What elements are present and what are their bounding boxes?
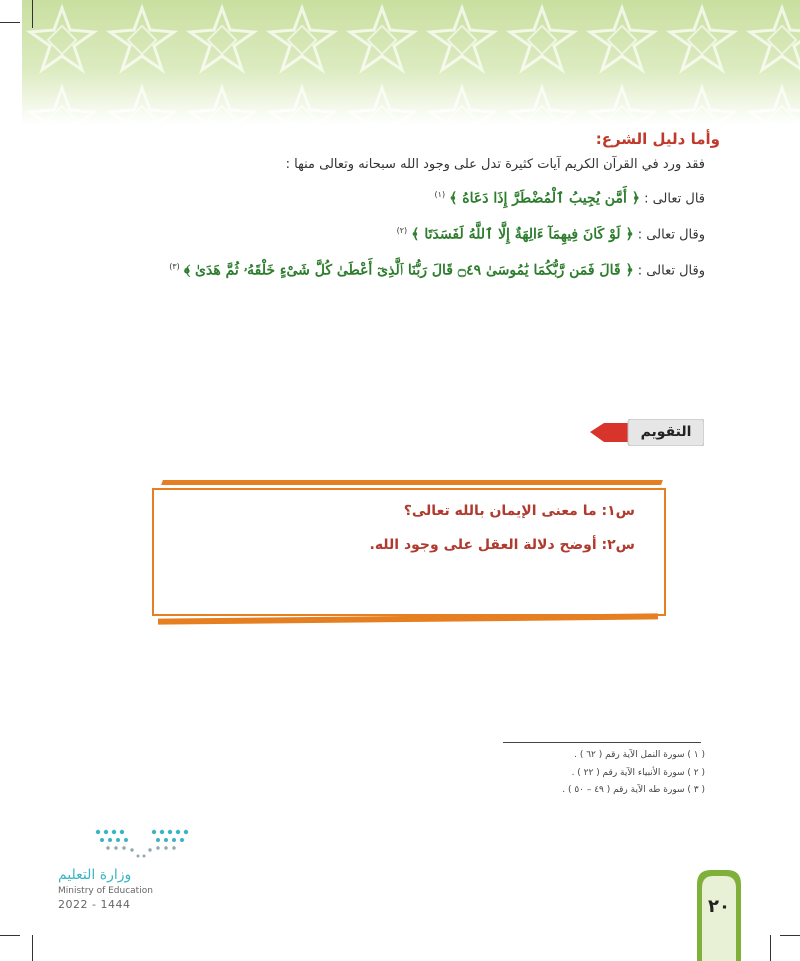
ministry-name-en: Ministry of Education <box>58 886 153 896</box>
quran-verse: ﴿ أَمَّن يُجِيبُ ٱلْمُضْطَرَّ إِذَا دَعَاهُ ﴾ <box>449 190 640 207</box>
box-accent-top <box>161 480 663 485</box>
crop-mark <box>32 935 33 961</box>
section-heading: وأما دليل الشرع: <box>595 130 720 148</box>
footnote-divider <box>503 742 701 743</box>
footnote-ref: (٢) <box>396 226 408 235</box>
crop-mark <box>0 935 20 936</box>
edition-year: 2022 - 1444 <box>58 898 131 911</box>
crop-mark <box>770 935 771 961</box>
crop-mark <box>780 935 800 936</box>
quran-verse: ﴿ قَالَ فَمَن رَّبُّكُمَا يَٰمُوسَىٰ ۝٤٩ قَالَ رَبُّنَا ٱلَّذِىٓ أَعْطَىٰ كُلَّ شَىْءٍ خَلْقَهُۥ ثُمَّ هَدَىٰ ﴾ <box>183 262 634 279</box>
crop-mark <box>32 0 33 28</box>
verse-line <box>397 226 705 242</box>
verse-lead: وقال تعالى : <box>637 263 705 279</box>
geometric-pattern-icon <box>22 0 800 125</box>
crop-mark <box>0 22 20 23</box>
footnote-ref: (١) <box>434 190 446 199</box>
ministry-name-ar: وزارة التعليم <box>58 867 132 883</box>
verse-lead: قال تعالى : <box>644 191 705 207</box>
verse-lead: وقال تعالى : <box>637 227 705 243</box>
page-number: ٢٠ <box>708 896 730 917</box>
question-2: س٢: أوضح دلالة العقل على وجود الله. <box>369 537 635 553</box>
footnote-ref: (٣) <box>169 262 180 271</box>
footnote: ( ١ ) سورة النمل الآية رقم ( ٦٢ ) . <box>574 750 705 760</box>
ministry-logo-icon <box>92 828 192 862</box>
evaluation-tab-label: التقويم <box>640 424 692 440</box>
footnote: ( ٢ ) سورة الأنبياء الآية رقم ( ٢٢ ) . <box>571 768 705 778</box>
verse-line <box>169 262 705 278</box>
footnote: ( ٣ ) سورة طه الآية رقم ( ٤٩ – ٥٠ ) . <box>562 785 705 795</box>
question-1: س١: ما معنى الإيمان بالله تعالى؟ <box>403 503 635 519</box>
intro-text: فقد ورد في القرآن الكريم آيات كثيرة تدل على وجود الله سبحانه وتعالى منها : <box>285 157 705 172</box>
verse-line <box>435 190 705 206</box>
decorative-banner <box>22 0 800 125</box>
quran-verse: ﴿ لَوْ كَانَ فِيهِمَآ ءَالِهَةٌ إِلَّا ٱللَّهُ لَفَسَدَتَا ﴾ <box>411 226 634 243</box>
